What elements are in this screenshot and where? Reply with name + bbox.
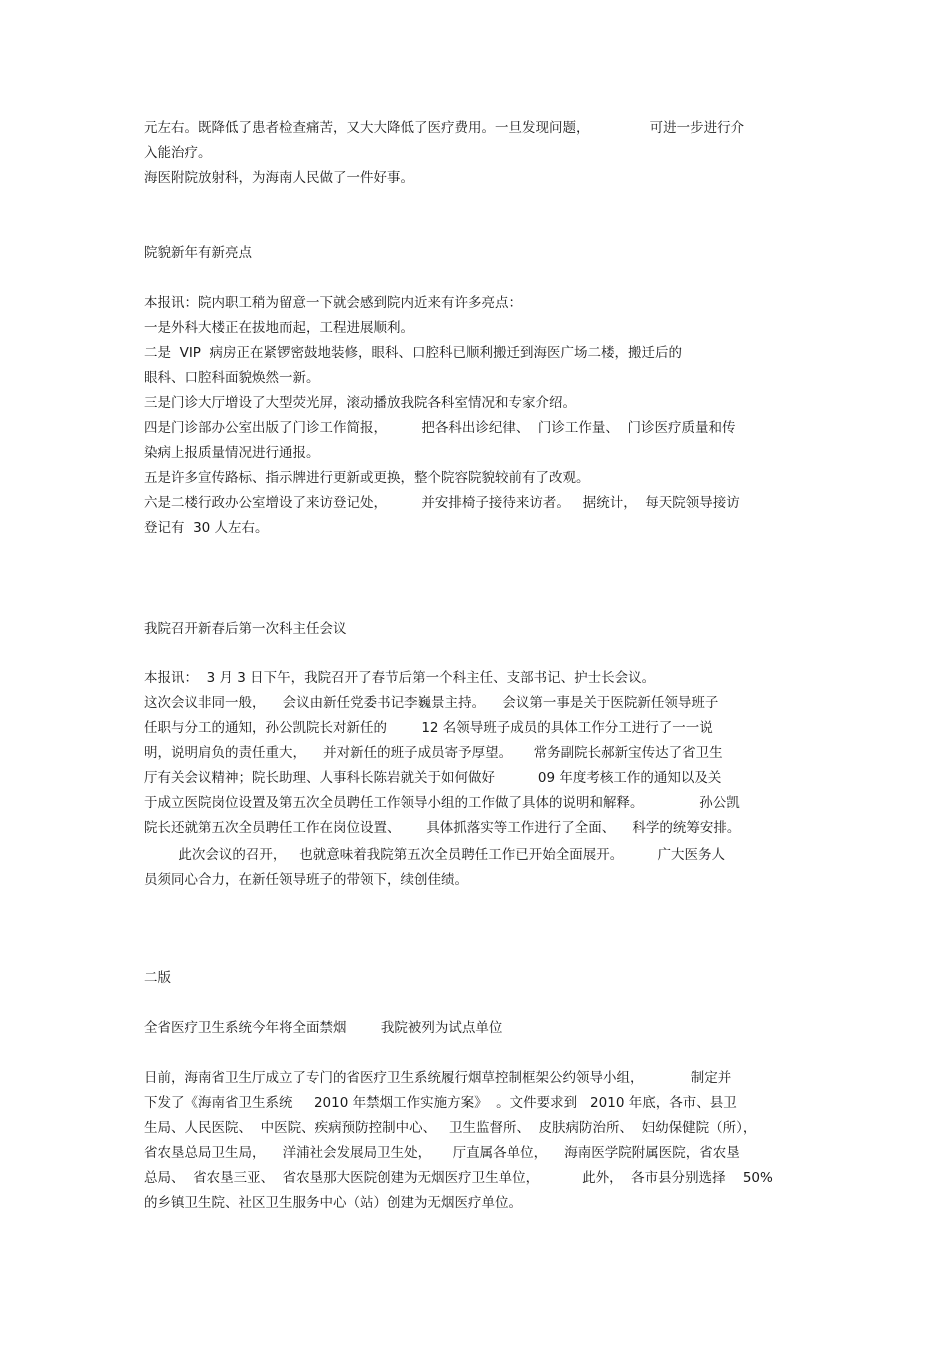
- paragraph-line: 总局、 省农垦三亚、 省农垦那大医院创建为无烟医疗卫生单位， 此外， 各市县分别选择 50%: [144, 1170, 773, 1186]
- paragraph-line: 六是二楼行政办公室增设了来访登记处， 并安排椅子接待来访者。 据统计， 每天院领导接访: [144, 495, 740, 511]
- paragraph-line: 海医附院放射科，为海南人民做了一件好事。: [144, 170, 414, 186]
- paragraph-line: 明，说明肩负的责任重大， 并对新任的班子成员寄予厚望。 常务副院长郝新宝传达了省卫生: [144, 745, 723, 761]
- paragraph-line: 省农垦总局卫生局， 洋浦社会发展局卫生处， 厅直属各单位， 海南医学院附属医院，省农垦: [144, 1145, 740, 1161]
- paragraph-line: 染病上报质量情况进行通报。: [144, 445, 320, 461]
- paragraph-line: 元左右。既降低了患者检查痛苦，又大大降低了医疗费用。一旦发现问题， 可进一步进行介: [144, 120, 745, 136]
- paragraph-line: 此次会议的召开， 也就意味着我院第五次全员聘任工作已开始全面展开。 广大医务人: [144, 847, 726, 863]
- paragraph-line: 眼科、口腔科面貌焕然一新。: [144, 370, 320, 386]
- paragraph-line: 的乡镇卫生院、社区卫生服务中心（站）创建为无烟医疗单位。: [144, 1195, 522, 1211]
- paragraph-line: 日前，海南省卫生厅成立了专门的省医疗卫生系统履行烟草控制框架公约领导小组， 制定并: [144, 1070, 732, 1086]
- paragraph-line: 厅有关会议精神；院长助理、人事科长陈岩就关于如何做好 09 年度考核工作的通知以及关: [144, 770, 722, 786]
- article-title: 全省医疗卫生系统今年将全面禁烟 我院被列为试点单位: [144, 1020, 503, 1036]
- article-title: 我院召开新春后第一次科主任会议: [144, 621, 347, 637]
- paragraph-line: 一是外科大楼正在拔地而起，工程进展顺利。: [144, 320, 414, 336]
- paragraph-line: 入能治疗。: [144, 145, 212, 161]
- paragraph-line: 这次会议非同一般， 会议由新任党委书记李巍景主持。 会议第一事是关于医院新任领导班子: [144, 695, 719, 711]
- paragraph-line: 三是门诊大厅增设了大型荧光屏，滚动播放我院各科室情况和专家介绍。: [144, 395, 576, 411]
- article-title: 院貌新年有新亮点: [144, 245, 252, 261]
- paragraph-line: 员须同心合力，在新任领导班子的带领下，续创佳绩。: [144, 872, 468, 888]
- paragraph-line: 下发了《海南省卫生系统 2010 年禁烟工作实施方案》 。文件要求到 2010 年底，各市、县卫: [144, 1095, 737, 1111]
- paragraph-line: 本报讯： 3 月 3 日下午，我院召开了春节后第一个科主任、支部书记、护士长会议。: [144, 670, 656, 686]
- paragraph-line: 本报讯：院内职工稍为留意一下就会感到院内近来有许多亮点：: [144, 295, 522, 311]
- paragraph-line: 任职与分工的通知，孙公凯院长对新任的 12 名领导班子成员的具体工作分工进行了一一说: [144, 720, 713, 736]
- paragraph-line: 四是门诊部办公室出版了门诊工作简报， 把各科出诊纪律、 门诊工作量、 门诊医疗质量和传: [144, 420, 736, 436]
- paragraph-line: 五是许多宣传路标、指示牌进行更新或更换，整个院容院貌较前有了改观。: [144, 470, 590, 486]
- paragraph-line: 生局、人民医院、 中医院、疾病预防控制中心、 卫生监督所、 皮肤病防治所、 妇幼保健院（所），: [144, 1120, 757, 1136]
- paragraph-line: 院长还就第五次全员聘任工作在岗位设置、 具体抓落实等工作进行了全面、 科学的统筹安排。: [144, 820, 741, 836]
- paragraph-line: 于成立医院岗位设置及第五次全员聘任工作领导小组的工作做了具体的说明和解释。 孙公凯: [144, 795, 740, 811]
- edition-label: 二版: [144, 970, 171, 986]
- paragraph-line: 登记有 30 人左右。: [144, 520, 269, 536]
- paragraph-line: 二是 VIP 病房正在紧锣密鼓地装修，眼科、口腔科已顺利搬迁到海医广场二楼，搬迁后的: [144, 345, 683, 361]
